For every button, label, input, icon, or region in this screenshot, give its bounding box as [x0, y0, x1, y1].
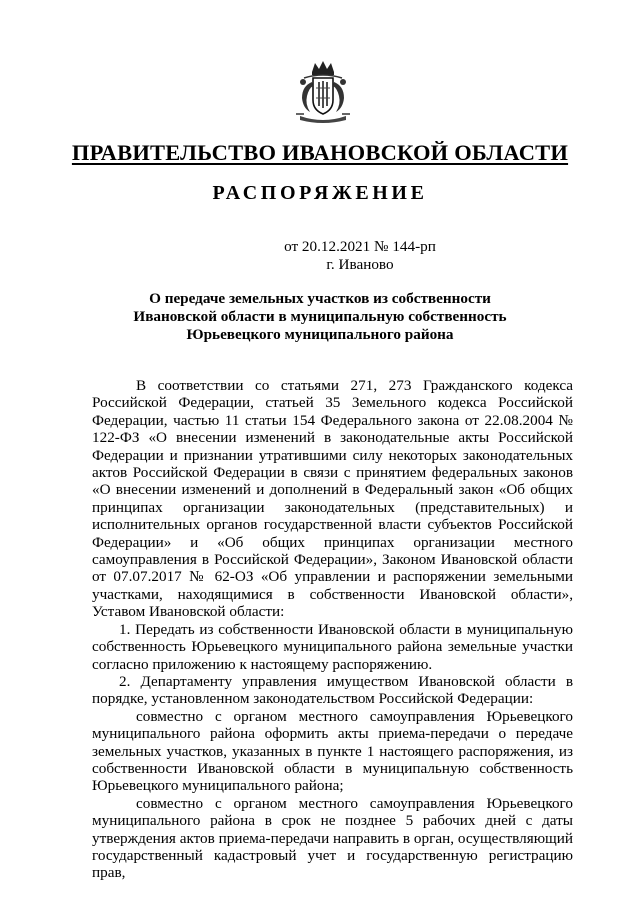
organization-name: ПРАВИТЕЛЬСТВО ИВАНОВСКОЙ ОБЛАСТИ — [71, 140, 569, 165]
item-2-paragraph: 2. Департаменту управления имуществом Ивановской области в порядке, установленном законодательством Российской Федерации: — [92, 672, 573, 708]
document-type: РАСПОРЯЖЕНИЕ — [212, 182, 428, 204]
city: г. Иваново — [326, 256, 394, 273]
date-number: от 20.12.2021 № 144-рп — [284, 238, 436, 255]
title-line: Юрьевецкого муниципального района — [186, 326, 454, 343]
document-meta — [60, 238, 580, 274]
document-title — [80, 290, 560, 344]
title-line: Ивановской области в муниципальную собственность — [133, 308, 507, 325]
item-1-paragraph: 1. Передать из собственности Ивановской области в муниципальную собственность Юрьевецкого муниципального района земельные участки согласно приложению к настоящему распоряжению. — [92, 620, 573, 673]
coat-of-arms-icon — [290, 58, 356, 126]
item-2a-paragraph: совместно с органом местного самоуправления Юрьевецкого муниципального района оформить акты приема-передачи о передаче земельных участков, указанных в пункте 1 настоящего распоряжения, из собственности Ивановской области в муниципальную собственность Юрьевецкого муниципального района; — [92, 707, 573, 795]
title-line: О передаче земельных участков из собственности — [149, 290, 491, 307]
item-2b-paragraph: совместно с органом местного самоуправления Юрьевецкого муниципального района в срок не позднее 5 рабочих дней с даты утверждения актов приема-передачи направить в орган, осуществляющий государственный кадастровый учет и государственную регистрацию прав, — [92, 794, 573, 882]
preamble-paragraph: В соответствии со статьями 271, 273 Гражданского кодекса Российской Федерации, статьей 35 Земельного кодекса Российской Федерации, частью 11 статьи 154 Федерального закона от 22.08.2004 № 122-ФЗ «О внесении изменений в законодательные акты Российской Федерации и признании утратившими силу некоторых законодательных актов Российской Федерации в связи с принятием федеральных законов «О внесении изменений и дополнений в Федеральный закон «Об общих принципах организации законодательных (представительных) и исполнительных органов государственной власти субъектов Российской Федерации» и «Об общих принципах организации местного самоуправления в Российской Федерации», Законом Ивановской области от 07.07.2017 № 62-ОЗ «Об управлении и распоряжении земельными участками, находящимися в собственности Ивановской области», Уставом Ивановской области: — [92, 377, 573, 621]
document-body — [92, 377, 573, 882]
